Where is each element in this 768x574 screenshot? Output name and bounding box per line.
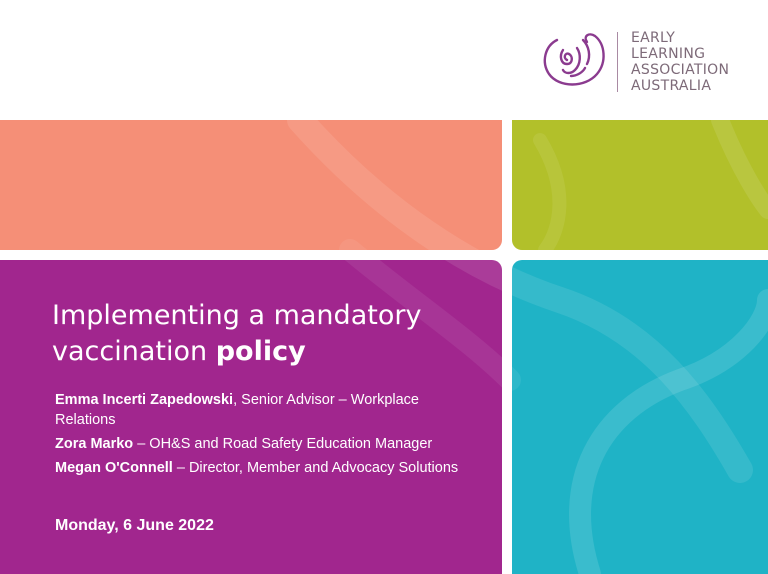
teal-panel (512, 260, 768, 574)
lime-panel (512, 120, 768, 250)
presenter-role: – Director, Member and Advocacy Solutions (172, 460, 459, 476)
logo-line: EARLY (631, 30, 676, 46)
logo-line: LEARNING (631, 46, 706, 62)
logo-wordmark (631, 30, 756, 94)
presenter-item (55, 434, 475, 454)
presenter-name: Megan O'Connell (55, 460, 173, 476)
presentation-date: Monday, 6 June 2022 (55, 517, 214, 534)
presenter-role: – OH&S and Road Safety Education Manager (133, 436, 433, 452)
logo-line: AUSTRALIA (631, 78, 712, 94)
presenter-list (55, 390, 475, 482)
title-bold: policy (215, 336, 306, 367)
logo-divider (617, 32, 618, 92)
presenter-role: , Senior Advisor – Workplace Relations (55, 392, 419, 428)
elaa-logo (537, 28, 757, 98)
title-regular: Implementing a mandatory vaccination (52, 300, 422, 367)
coral-panel (0, 120, 502, 250)
logo-mark-icon (537, 28, 609, 90)
presenter-item (55, 390, 475, 430)
logo-line: ASSOCIATION (631, 62, 730, 78)
presenter-name: Zora Marko (55, 436, 134, 452)
slide-title (52, 298, 492, 370)
presenter-name: Emma Incerti Zapedowski (55, 392, 234, 408)
presenter-item (55, 458, 475, 478)
